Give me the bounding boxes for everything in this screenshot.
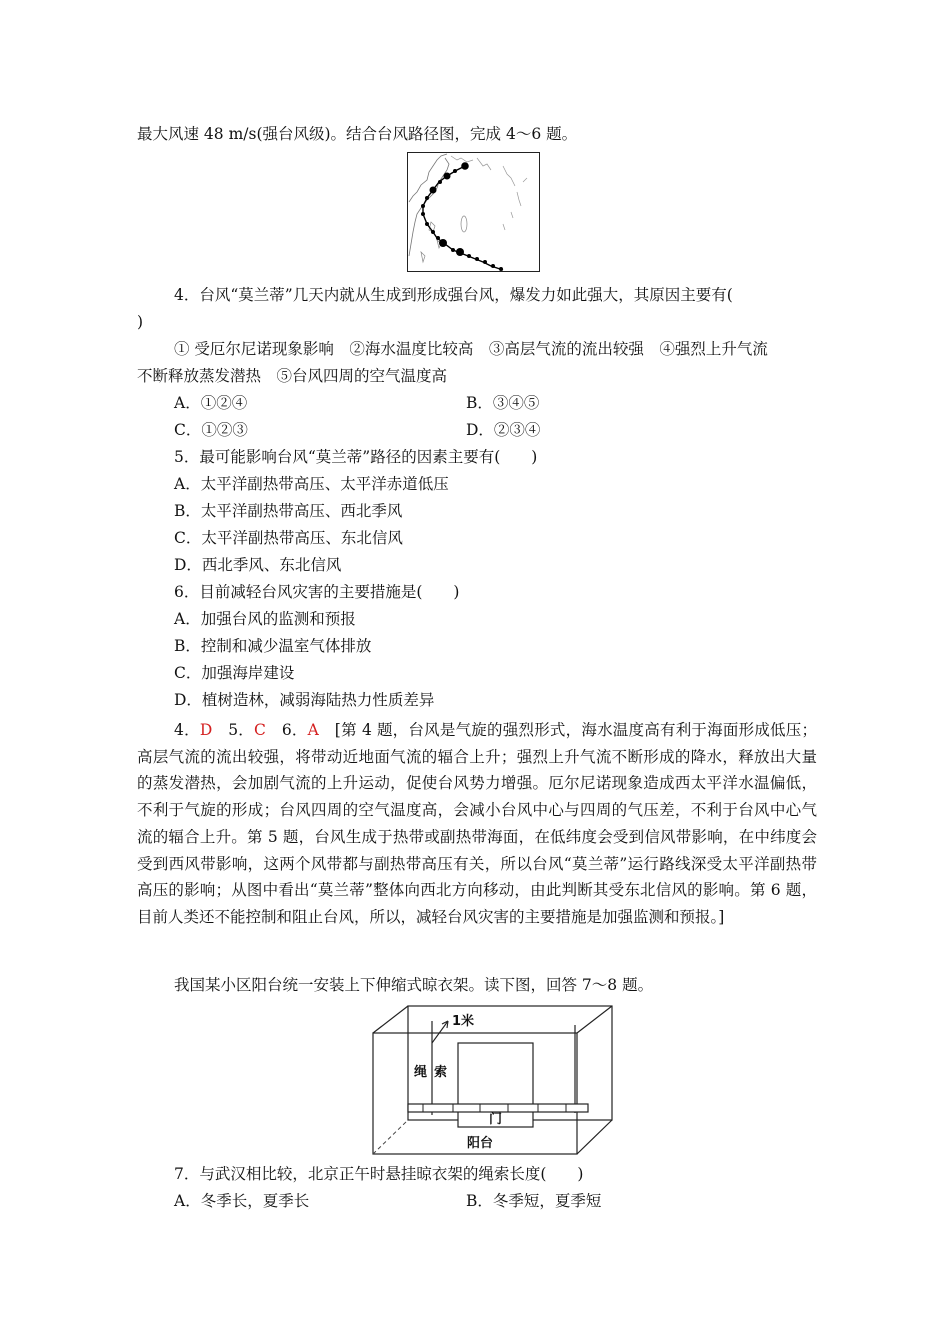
q7-option-b[interactable]: B．冬季短，夏季短 bbox=[466, 1192, 602, 1210]
answer-6: A bbox=[307, 721, 319, 739]
q6-stem: 6．目前减轻台风灾害的主要措施是( ) bbox=[174, 583, 460, 601]
q4-option-d[interactable]: D．②③④ bbox=[466, 421, 541, 439]
label-balcony: 阳台 bbox=[467, 1136, 494, 1151]
q6-option-d[interactable]: D．植树造林，减弱海陆热力性质差异 bbox=[174, 691, 435, 709]
label-rope-2: 索 bbox=[434, 1065, 448, 1080]
label-door: 门 bbox=[489, 1112, 503, 1127]
balcony-figure bbox=[368, 1003, 618, 1159]
q7-stem: 7．与武汉相比较，北京正午时悬挂晾衣架的绳索长度( ) bbox=[174, 1165, 584, 1183]
q4-items: ① 受厄尔尼诺现象影响 ②海水温度比较高 ③高层气流的流出较强 ④强烈上升气流 bbox=[174, 340, 768, 358]
answer-5: C bbox=[254, 721, 266, 739]
answer-4: D bbox=[199, 721, 213, 739]
typhoon-track-map bbox=[407, 152, 540, 272]
q4-items-cont: 不断释放蒸发潜热 ⑤台风四周的空气温度高 bbox=[137, 367, 448, 385]
q6-option-b[interactable]: B．控制和减少温室气体排放 bbox=[174, 637, 372, 655]
explanation-text: [第 4 题，台风是气旋的强烈形式，海水温度高有利于海面形成低压；高层气流的流出较强，将带动近地面气流的辐合上升；强烈上升气流不断形成的降水，释放出大量的蒸发潜热，会加剧气流的上升运动，促使台风势力增强。厄尔尼诺现象造成西太平洋水温偏低，不利于气旋的形成；台风四周的空气温度高，会减小台风中心与四周的气压差，不利于台风中心气流的辐合上升。第 5 题，台风生成于热带或副热带海面，在低纬度会受到信风带影响，在中纬度会受到西风带影响，这两个风带都与副热带高压有关，所以台风“莫兰蒂”运行路线深受太平洋副热带高压的影响；从图中看出“莫兰蒂”整体向西北方向移动，由此判断其受东北信风的影响。第 6 题，目前人类还不能控制和阻止台风，所以，减轻台风灾害的主要措施是加强监测和预报。] bbox=[137, 721, 817, 926]
q4-option-c[interactable]: C．①②③ bbox=[174, 421, 248, 439]
q6-option-c[interactable]: C．加强海岸建设 bbox=[174, 664, 295, 682]
q5-option-a[interactable]: A．太平洋副热带高压、太平洋赤道低压 bbox=[174, 475, 449, 493]
q4-stem-tail: ) bbox=[137, 313, 144, 331]
label-1m: 1米 bbox=[452, 1014, 475, 1029]
answer-explanation bbox=[137, 717, 817, 931]
q5-option-d[interactable]: D．西北季风、东北信风 bbox=[174, 556, 342, 574]
one-meter-arrow bbox=[432, 1021, 448, 1043]
answer-num-5: 5． bbox=[212, 721, 255, 739]
q5-option-c[interactable]: C．太平洋副热带高压、东北信风 bbox=[174, 529, 403, 547]
intro-line: 最大风速 48 m/s(强台风级)。结合台风路径图，完成 4～6 题。 bbox=[137, 125, 578, 143]
answer-num-6: 6． bbox=[265, 721, 308, 739]
q7-option-a[interactable]: A．冬季长，夏季长 bbox=[174, 1192, 310, 1210]
answer-num-4: 4． bbox=[174, 721, 200, 739]
q5-option-b[interactable]: B．太平洋副热带高压、西北季风 bbox=[174, 502, 403, 520]
intro-q7-8: 我国某小区阳台统一安装上下伸缩式晾衣架。读下图，回答 7～8 题。 bbox=[174, 976, 654, 994]
q4-stem: 4．台风“莫兰蒂”几天内就从生成到形成强台风，爆发力如此强大，其原因主要有( bbox=[174, 286, 733, 304]
drying-rack-bar bbox=[408, 1104, 588, 1112]
label-rope-1: 绳 bbox=[414, 1065, 428, 1080]
q4-option-b[interactable]: B．③④⑤ bbox=[466, 394, 540, 412]
q6-option-a[interactable]: A．加强台风的监测和预报 bbox=[174, 610, 356, 628]
q4-option-a[interactable]: A．①②④ bbox=[174, 394, 248, 412]
q5-stem: 5．最可能影响台风“莫兰蒂”路径的因素主要有( ) bbox=[174, 448, 538, 466]
